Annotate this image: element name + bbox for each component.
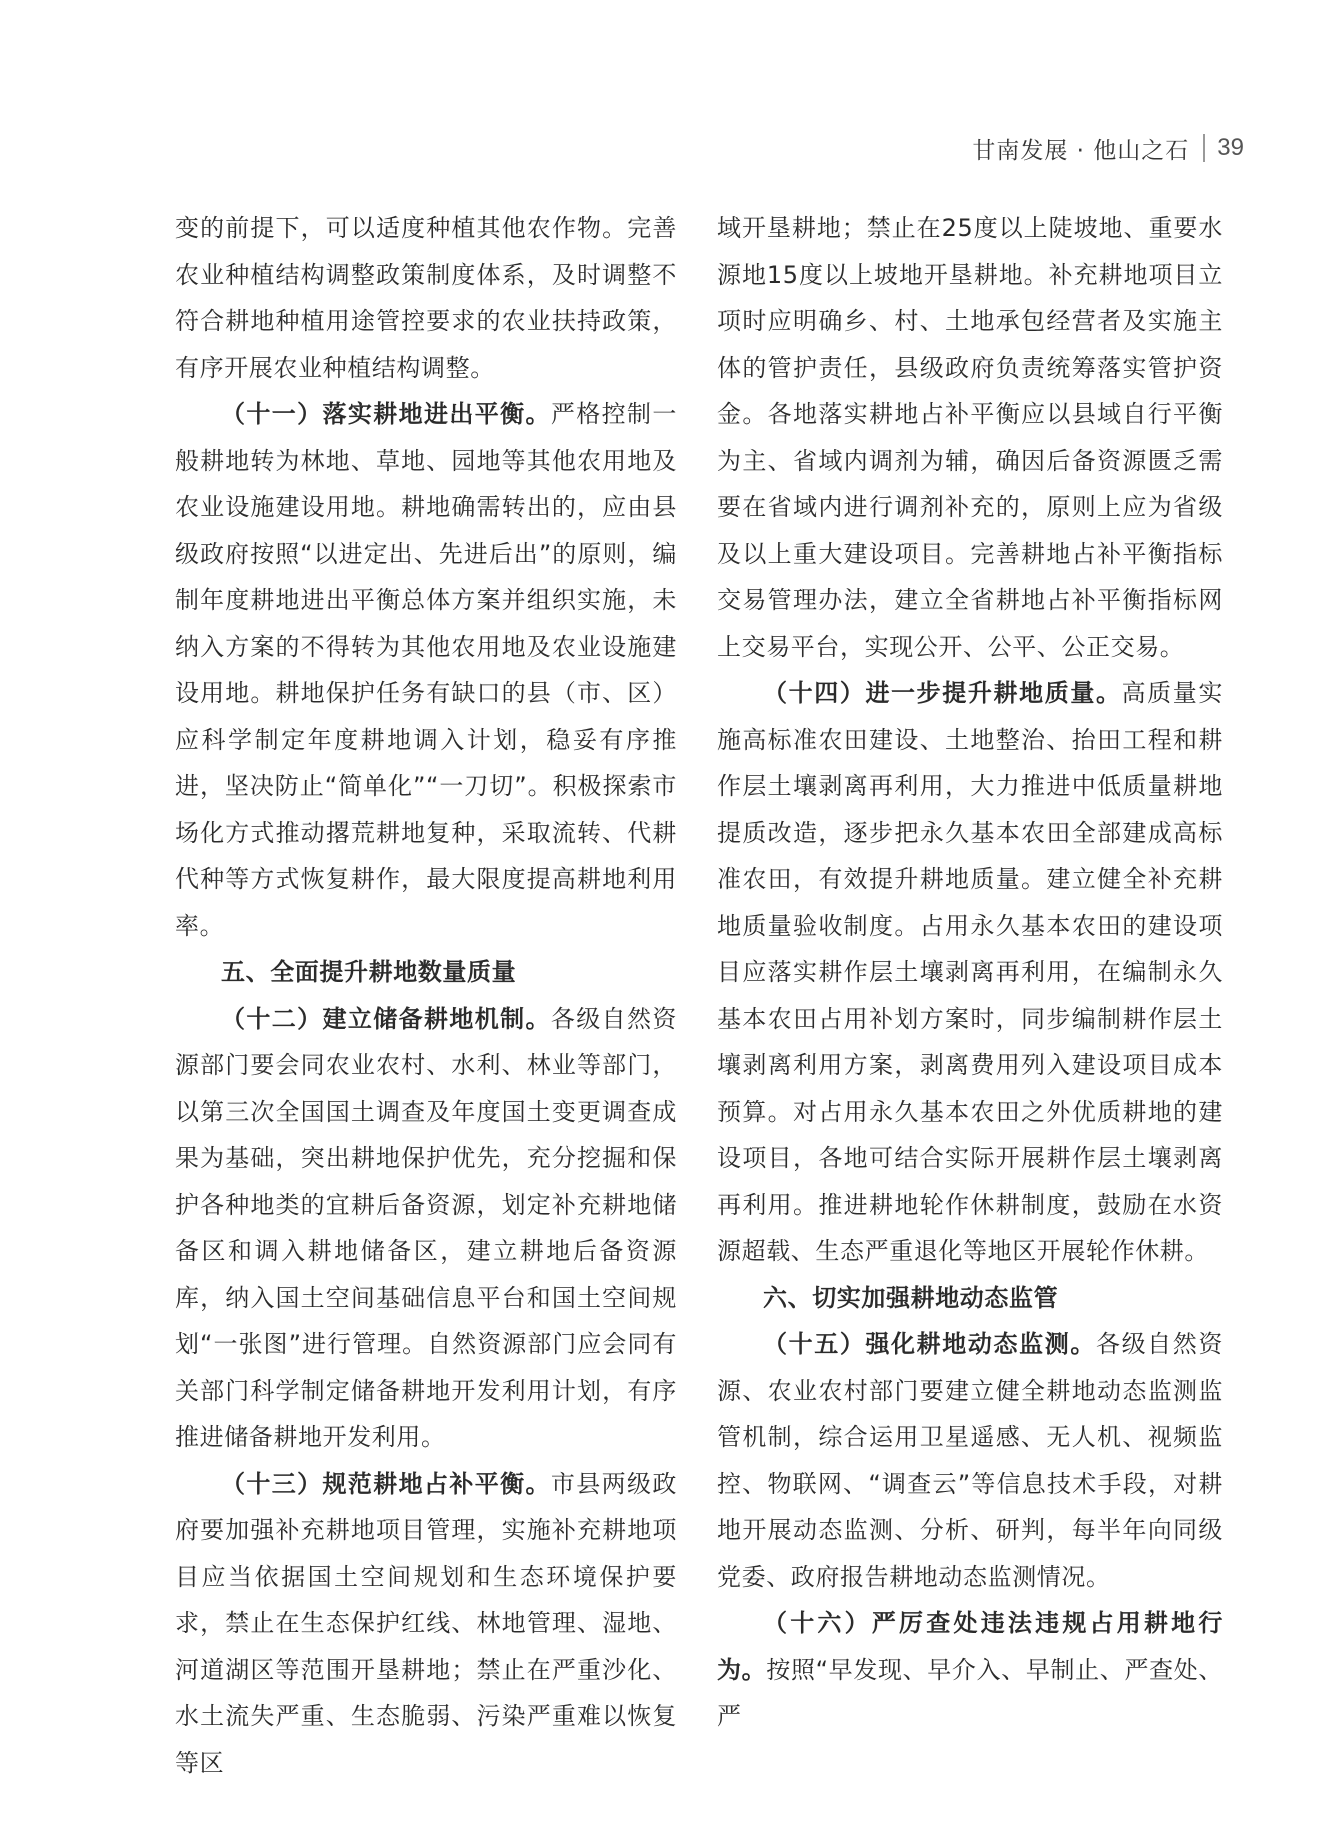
paragraph-15-body: 各级自然资源、农业农村部门要建立健全耕地动态监测监管机制，综合运用卫星遥感、无人机、视频监控、物联网、“调查云”等信息技术手段，对耕地开展动态监测、分析、研判，每半年向同级党委、政府报告耕地动态监测情况。 (717, 1330, 1223, 1591)
paragraph-13-lead: （十三）规范耕地占补平衡。 (221, 1469, 551, 1498)
paragraph-16 (717, 1600, 1223, 1740)
paragraph-11-lead: （十一）落实耕地进出平衡。 (221, 400, 551, 428)
running-header (972, 128, 1244, 168)
paragraph-11 (175, 391, 677, 949)
paragraph-15-lead: （十五）强化耕地动态监测。 (763, 1330, 1096, 1358)
paragraph-16-body: 按照“早发现、早介入、早制止、严查处、严 (717, 1655, 1223, 1730)
section-heading-6: 六、切实加强耕地动态监管 (763, 1283, 1059, 1312)
paragraph-12-lead: （十二）建立储备耕地机制。 (221, 1004, 551, 1033)
page-number: 39 (1217, 134, 1244, 161)
paragraph-12 (175, 996, 677, 1461)
paragraph-11-body: 严格控制一般耕地转为林地、草地、园地等其他农用地及农业设施建设用地。耕地确需转出的，应由县级政府按照“以进定出、先进后出”的原则，编制年度耕地进出平衡总体方案并组织实施，未纳入方案的不得转为其他农用地及农业设施建设用地。耕地保护任务有缺口的县（市、区）应科学制定年度耕地调入计划，稳妥有序推进，坚决防止“简单化”“一刀切”。积极探索市场化方式推动撂荒耕地复种，采取流转、代耕代种等方式恢复耕作，最大限度提高耕地利用率。 (175, 400, 677, 940)
header-title: 甘南发展 · 他山之石 (972, 137, 1190, 164)
right-column (717, 205, 1223, 1740)
paragraph-continuation: 变的前提下，可以适度种植其他农作物。完善农业种植结构调整政策制度体系，及时调整不符合耕地种植用途管控要求的农业扶持政策，有序开展农业种植结构调整。 (175, 214, 677, 382)
paragraph-14-body: 高质量实施高标准农田建设、土地整治、抬田工程和耕作层土壤剥离再利用，大力推进中低质量耕地提质改造，逐步把永久基本农田全部建成高标准农田，有效提升耕地质量。建立健全补充耕地质量验收制度。占用永久基本农田的建设项目应落实耕作层土壤剥离再利用，在编制永久基本农田占用补划方案时，同步编制耕作层土壤剥离利用方案，剥离费用列入建设项目成本预算。对占用永久基本农田之外优质耕地的建设项目，各地可结合实际开展耕作层土壤剥离再利用。推进耕地轮作休耕制度，鼓励在水资源超载、生态严重退化等地区开展轮作休耕。 (717, 679, 1223, 1265)
paragraph-13-body: 市县两级政府要加强补充耕地项目管理，实施补充耕地项目应当依据国土空间规划和生态环境保护要求，禁止在生态保护红线、林地管理、湿地、河道湖区等范围开垦耕地；禁止在严重沙化、水土流失严重、生态脆弱、污染严重难以恢复等区 (175, 1469, 677, 1777)
paragraph-15 (717, 1321, 1223, 1600)
paragraph-continuation-right: 域开垦耕地；禁止在25度以上陡坡地、重要水源地15度以上坡地开垦耕地。补充耕地项目立项时应明确乡、村、土地承包经营者及实施主体的管护责任，县级政府负责统筹落实管护资金。各地落实耕地占补平衡应以县域自行平衡为主、省域内调剂为辅，确因后备资源匮乏需要在省域内进行调剂补充的，原则上应为省级及以上重大建设项目。完善耕地占补平衡指标交易管理办法，建立全省耕地占补平衡指标网上交易平台，实现公开、公平、公正交易。 (717, 214, 1223, 661)
paragraph-14 (717, 670, 1223, 1275)
paragraph-13 (175, 1461, 677, 1787)
paragraph-14-lead: （十四）进一步提升耕地质量。 (763, 679, 1122, 707)
section-heading-5: 五、全面提升耕地数量质量 (221, 958, 517, 986)
paragraph-12-body: 各级自然资源部门要会同农业农村、水利、林业等部门，以第三次全国国土调查及年度国土变更调查成果为基础，突出耕地保护优先，充分挖掘和保护各种地类的宜耕后备资源，划定补充耕地储备区和调入耕地储备区，建立耕地后备资源库，纳入国土空间基础信息平台和国土空间规划“一张图”进行管理。自然资源部门应会同有关部门科学制定储备耕地开发利用计划，有序推进储备耕地开发利用。 (175, 1004, 677, 1451)
paragraph-16-lead: （十六）严厉查处违法违规占用耕地行为。 (717, 1609, 1223, 1684)
left-column (175, 205, 677, 1786)
header-divider (1203, 134, 1205, 162)
